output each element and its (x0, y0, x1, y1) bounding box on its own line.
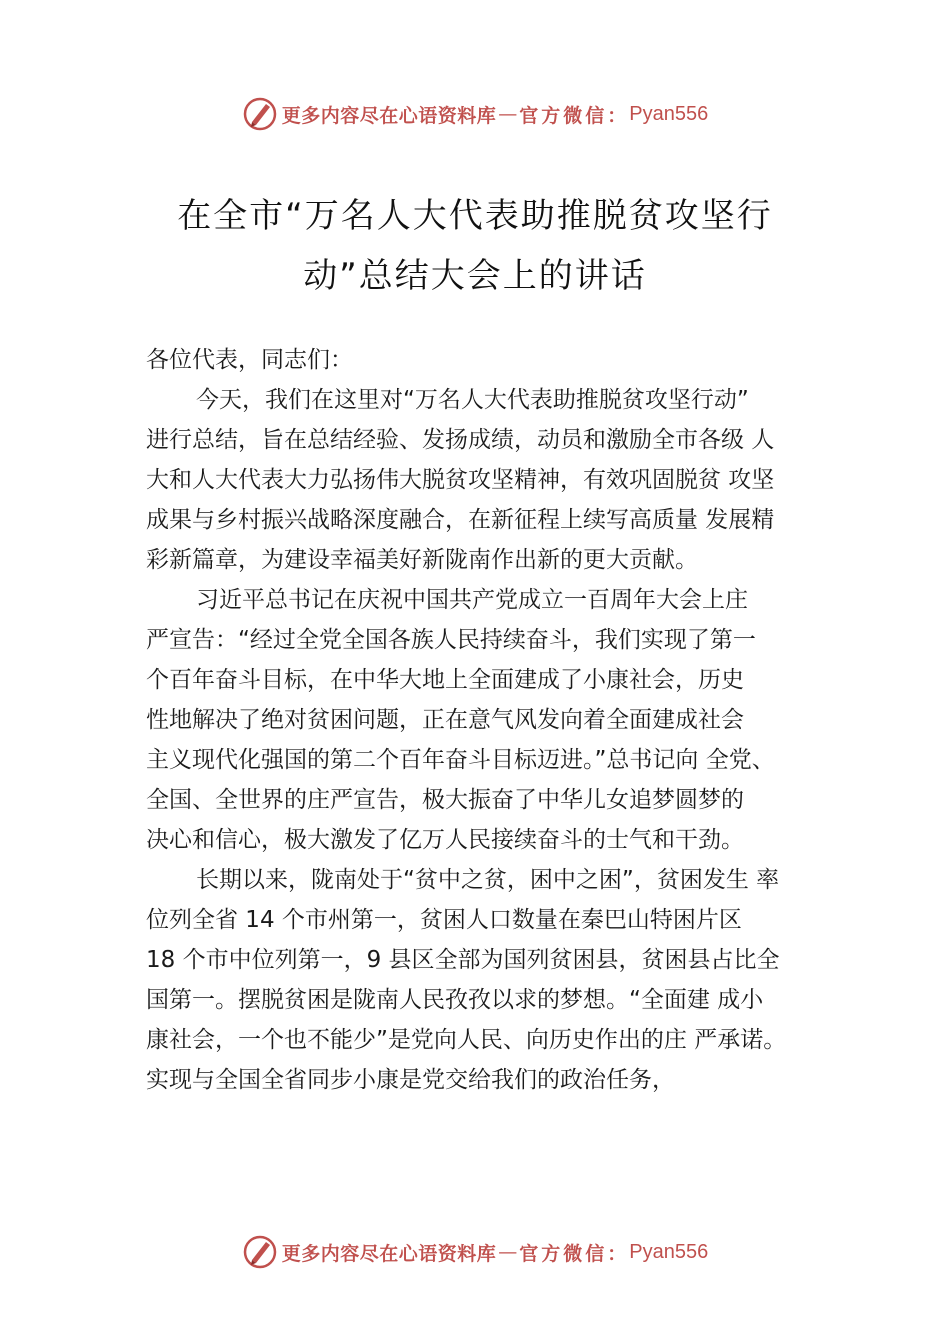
paragraph-line: 今天，我们在这里对“万名人大代表助推脱贫攻坚行动” (196, 387, 749, 413)
banner-text: 更多内容尽在心语资料库 (281, 1242, 497, 1265)
pen-logo-icon (242, 1234, 278, 1270)
footer-banner (0, 1232, 950, 1272)
paragraph-line: 习近平总书记在庆祝中国共产党成立一百周年大会上庄 (196, 587, 748, 613)
paragraph-line: 国第一。摆脱贫困是陇南人民孜孜以求的梦想。“全面建 成小 (146, 987, 764, 1013)
paragraph-line: 18 个市中位列第一，9 县区全部为国列贫困县，贫困县占比全 (146, 947, 780, 973)
paragraph-line: 位列全省 14 个市州第一，贫困人口数量在秦巴山特困片区 (146, 907, 742, 933)
pen-logo-icon (242, 96, 278, 132)
paragraph-line: 长期以来，陇南处于“贫中之贫，困中之困”，贫困发生 率 (196, 867, 780, 893)
paragraph-line: 严宣告：“经过全党全国各族人民持续奋斗，我们实现了第一 (146, 627, 756, 653)
document-title-line-2: 动”总结大会上的讲话 (303, 256, 647, 296)
banner-wechat-label: 官方微信： (519, 1242, 630, 1265)
paragraph-line: 全国、全世界的庄严宣告，极大振奋了中华儿女追梦圆梦的 (146, 787, 744, 813)
paragraph-line: 进行总结，旨在总结经验、发扬成绩，动员和激励全市各级 人 (146, 427, 775, 453)
document-title-line-1: 在全市“万名人大代表助推脱贫攻坚行 (177, 196, 773, 236)
paragraph-line: 康社会，一个也不能少”是党向人民、向历史作出的庄 严承诺。 (146, 1027, 787, 1053)
header-banner (0, 94, 950, 134)
banner-separator: — (498, 1241, 518, 1263)
banner-wechat-id: Pyan556 (629, 1240, 709, 1263)
paragraph-line: 实现与全国全省同步小康是党交给我们的政治任务， (146, 1067, 675, 1093)
banner-wechat-id: Pyan556 (629, 102, 709, 125)
paragraph-line: 个百年奋斗目标，在中华大地上全面建成了小康社会，历史 (146, 667, 744, 693)
salutation: 各位代表，同志们： (146, 347, 353, 373)
banner-wechat-label: 官方微信： (519, 104, 630, 127)
paragraph-line: 主义现代化强国的第二个百年奋斗目标迈进。”总书记向 全党、 (146, 747, 775, 773)
paragraph-line: 彩新篇章，为建设幸福美好新陇南作出新的更大贡献。 (146, 547, 698, 573)
banner-text: 更多内容尽在心语资料库 (281, 104, 497, 127)
paragraph-line: 决心和信心，极大激发了亿万人民接续奋斗的士气和干劲。 (146, 827, 744, 853)
paragraph-line: 大和人大代表大力弘扬伟大脱贫攻坚精神，有效巩固脱贫 攻坚 (146, 467, 775, 493)
paragraph-line: 性地解决了绝对贫困问题，正在意气风发向着全面建成社会 (146, 707, 744, 733)
banner-separator: — (498, 103, 518, 125)
paragraph-line: 成果与乡村振兴战略深度融合，在新征程上续写高质量 发展精 (146, 507, 775, 533)
